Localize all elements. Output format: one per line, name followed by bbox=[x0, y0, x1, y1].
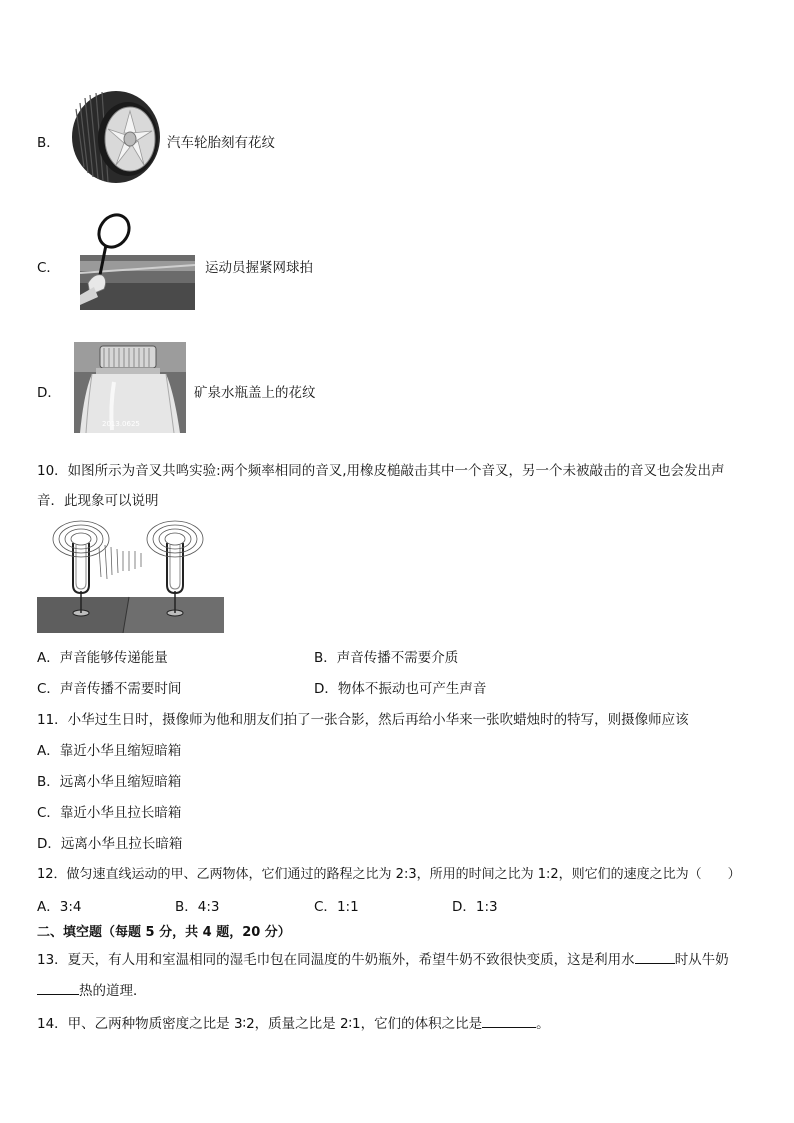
option-d-letter: D． bbox=[37, 385, 61, 401]
q13-blank-2[interactable] bbox=[37, 980, 79, 995]
q12-option-a: A．3:4 bbox=[37, 899, 82, 915]
tuning-fork-image bbox=[37, 517, 224, 633]
section-2-title: 二、填空题（每题 5 分，共 4 题，20 分） bbox=[37, 925, 291, 940]
q10-option-b: B．声音传播不需要介质 bbox=[314, 650, 459, 666]
q13-line1: 13．夏天，有人用和室温相同的湿毛巾包在同温度的牛奶瓶外，希望牛奶不致很快变质，这是利用水 时从牛奶 bbox=[37, 948, 729, 968]
bottle-date-text: 2013.0625 bbox=[102, 420, 140, 428]
option-d-text: 矿泉水瓶盖上的花纹 bbox=[194, 385, 316, 401]
q14-blank[interactable] bbox=[482, 1013, 536, 1028]
q10-stem-line2: 音．此现象可以说明 bbox=[37, 493, 159, 509]
q11-option-b: B．远离小华且缩短暗箱 bbox=[37, 774, 182, 790]
q13-blank-1[interactable] bbox=[635, 949, 675, 964]
q12-option-c: C．1:1 bbox=[314, 899, 359, 915]
option-c-text: 运动员握紧网球拍 bbox=[205, 260, 313, 276]
bottle-cap-image bbox=[74, 342, 186, 433]
q14-line: 14．甲、乙两种物质密度之比是 3∶2，质量之比是 2∶1，它们的体积之比是 。 bbox=[37, 1012, 550, 1032]
q11-option-c: C．靠近小华且拉长暗箱 bbox=[37, 805, 182, 821]
q12-option-d: D．1:3 bbox=[452, 899, 498, 915]
option-b-text: 汽车轮胎刻有花纹 bbox=[167, 135, 275, 151]
q11-option-d: D．远离小华且拉长暗箱 bbox=[37, 836, 183, 852]
q12-option-b: B．4:3 bbox=[175, 899, 220, 915]
q10-option-d: D．物体不振动也可产生声音 bbox=[314, 681, 487, 697]
q12-stem: 12．做匀速直线运动的甲、乙两物体，它们通过的路程之比为 2:3，所用的时间之比为 1:2，则它们的速度之比为（ ） bbox=[37, 867, 741, 882]
q10-option-a: A．声音能够传递能量 bbox=[37, 650, 168, 666]
q11-option-a: A．靠近小华且缩短暗箱 bbox=[37, 743, 182, 759]
q11-stem: 11．小华过生日时，摄像师为他和朋友们拍了一张合影，然后再给小华来一张吹蜡烛时的特写，则摄像师应该 bbox=[37, 712, 689, 728]
tire-image bbox=[70, 89, 162, 185]
q13-line2: 热的道理． bbox=[37, 979, 147, 999]
tennis-racket-image bbox=[80, 213, 195, 310]
option-b-letter: B． bbox=[37, 135, 60, 151]
q10-option-c: C．声音传播不需要时间 bbox=[37, 681, 182, 697]
option-c-letter: C． bbox=[37, 260, 60, 276]
q10-stem-line1: 10．如图所示为音叉共鸣实验:两个频率相同的音叉,用橡皮槌敲击其中一个音叉，另一个未被敲击的音叉也会发出声 bbox=[37, 463, 725, 479]
